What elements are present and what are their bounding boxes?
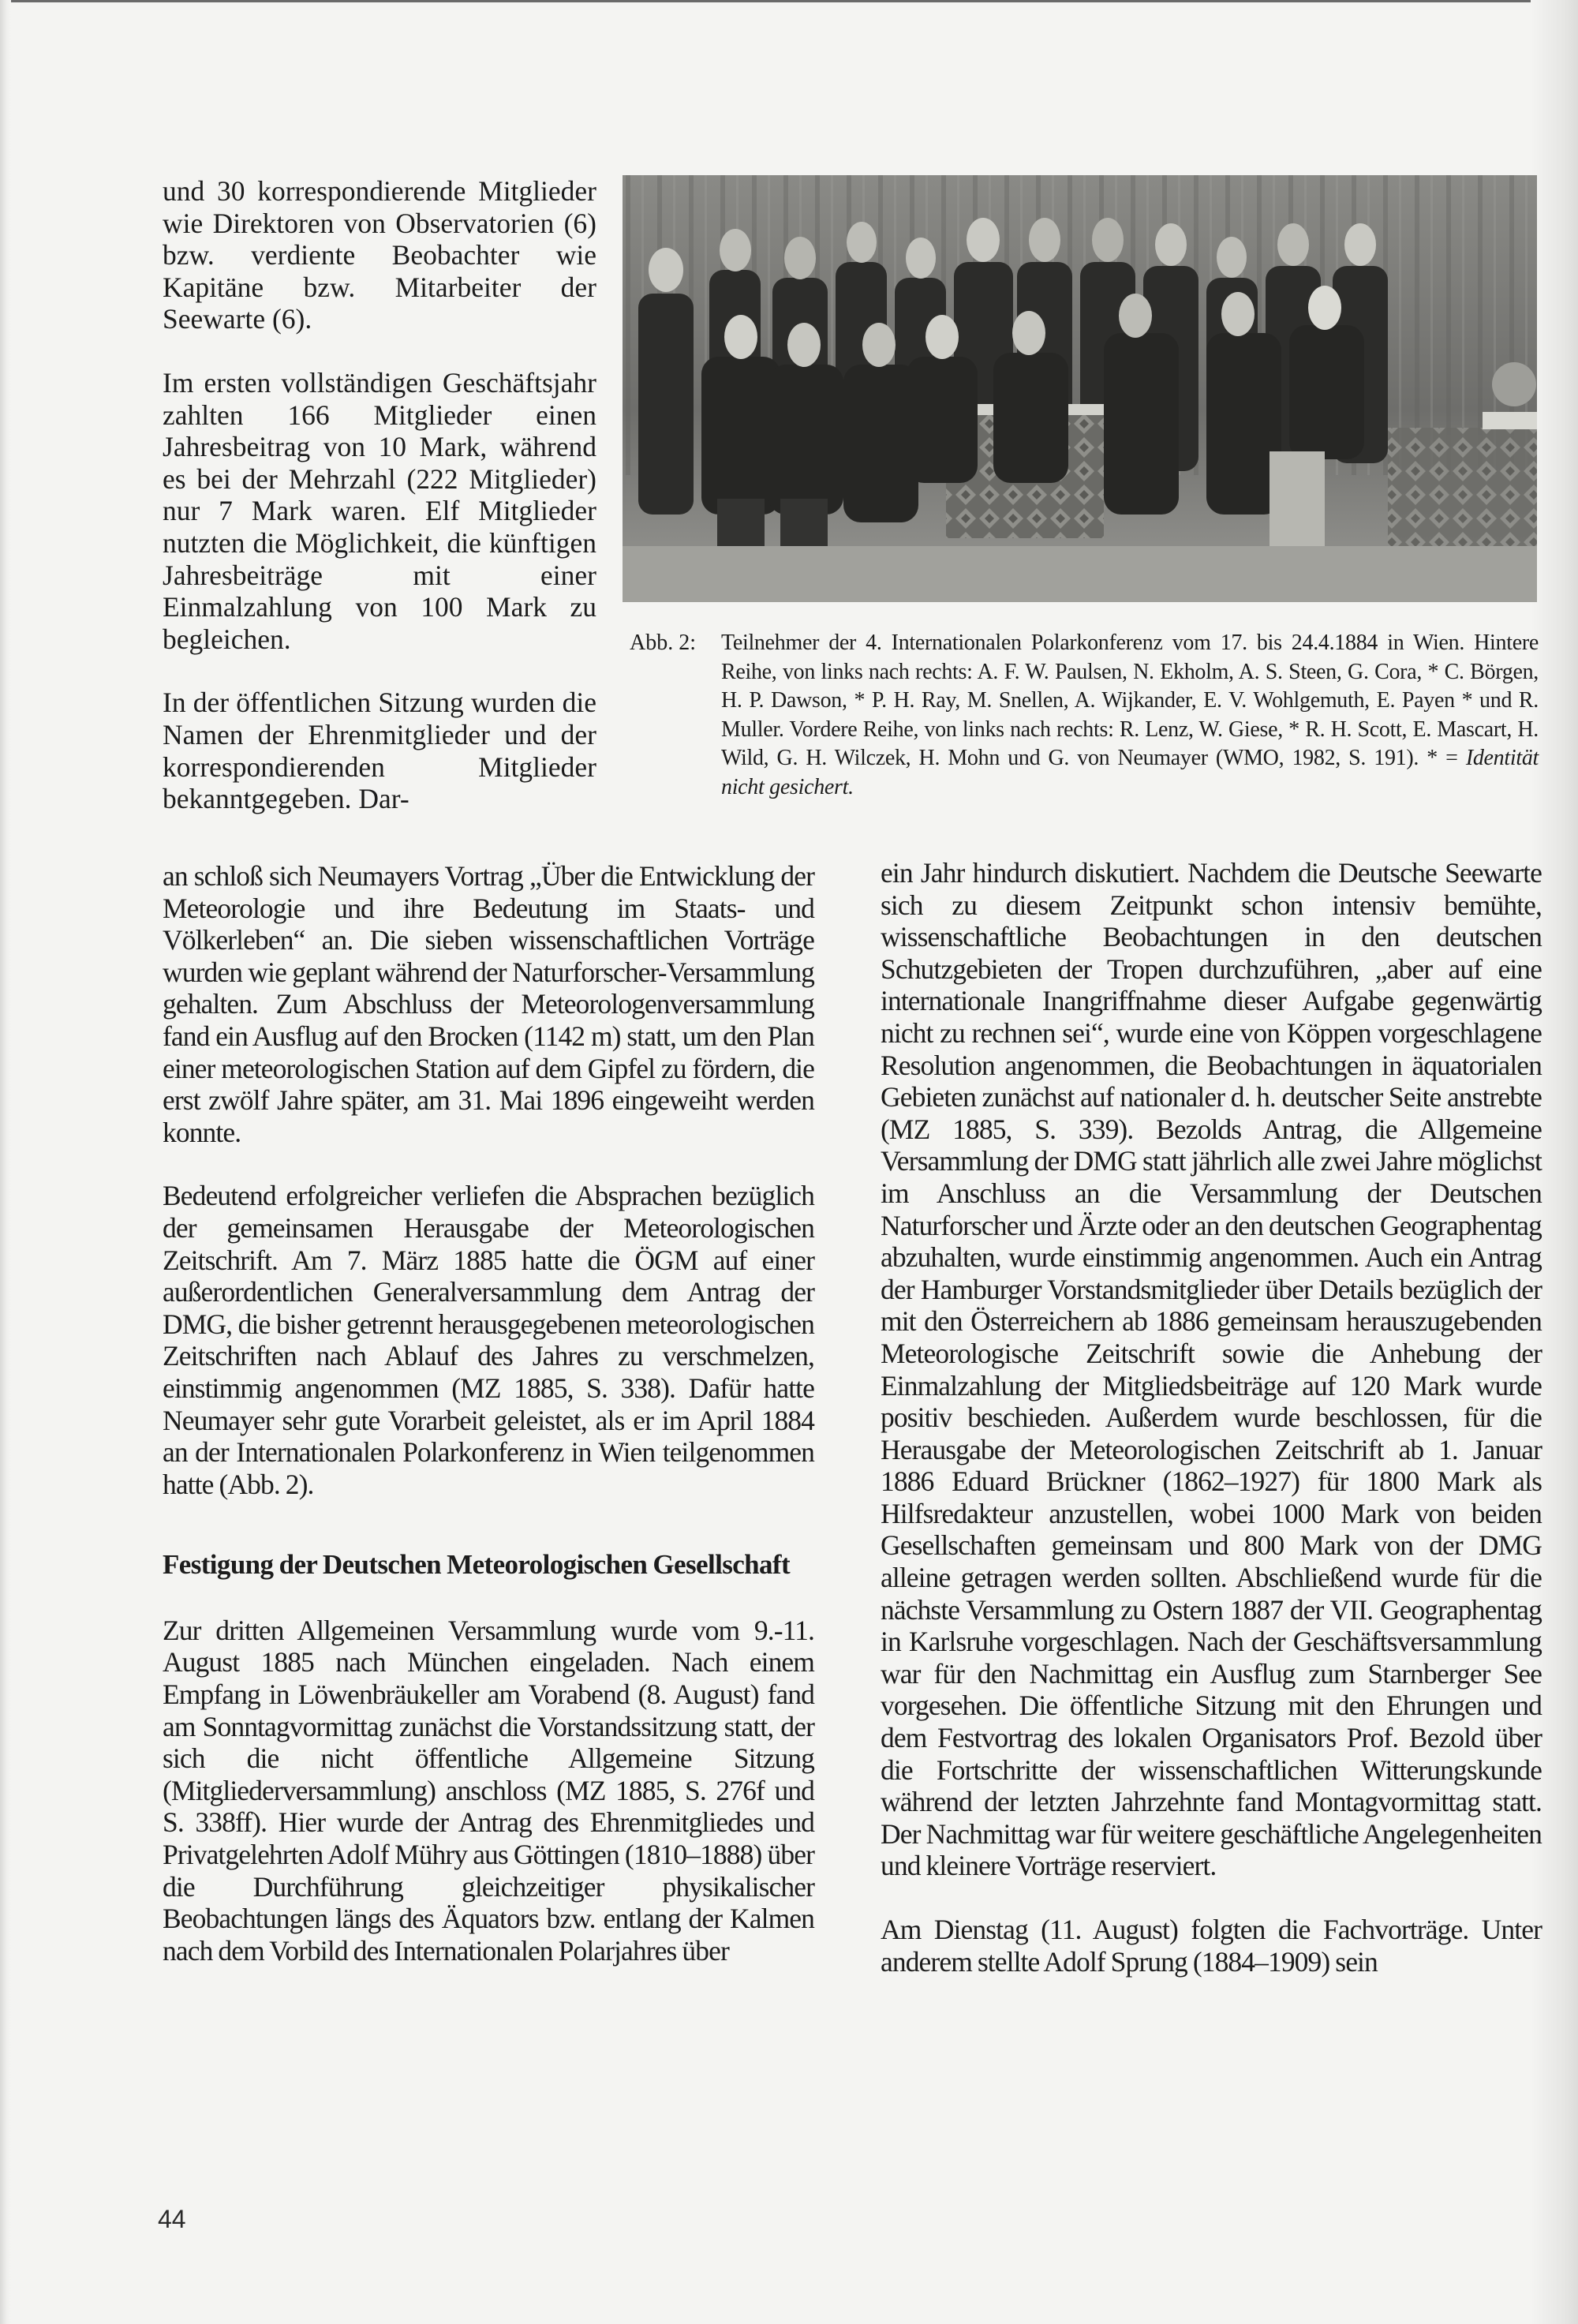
figure-caption-text: [721, 629, 1539, 803]
section-heading: Festigung der Deutschen Meteorologischen Gesellschaft: [163, 1549, 791, 1581]
caption-main-text: Teilnehmer der 4. Internationalen Polarkonferenz vom 17. bis 24.4.1884 in Wien. Hintere Reihe, von links nach rechts: A. F. W. Paulsen, N. Ekholm, A. S. Steen, G. Cora, * C. Börgen, H. P. Dawson, * P. H. Ray, M. Snellen, A. Wijkander, E. V. Wohlgemuth, E. Payen * und R. Muller. Vordere Reihe, von links nach rechts: R. Lenz, W. Giese, * R. H. Scott, E. Mascart, H. Wild, G. H. Wilczek, H. Mohn und G. von Neumayer (WMO, 1982, S. 191). * =: [721, 631, 1539, 771]
figure-label: Abb. 2:: [630, 631, 696, 655]
top-rule: [0, 0, 1578, 2]
paragraph-resolutions: ein Jahr hindurch diskutiert. Nachdem die Deutsche Seewarte sich zu diesem Zeitpunkt schon intensiv bemühte, wissenschaftliche Beobachtungen in den deutschen Schutzgebieten der Tropen durchzuführen, „aber auf eine internationale Inangriffnahme dieser Aufgabe gegenwärtig nicht zu rechnen sei“, wurde eine von Köppen vorgeschlagene Resolution angenommen, die Beobachtungen in äquatorialen Gebieten zunächst auf nationaler d. h. deutscher Seite anstrebte (MZ 1885, S. 339). Bezolds Antrag, die Allgemeine Versammlung der DMG statt jährlich alle zwei Jahre möglichst im Anschluss an die Versammlung der Deutschen Naturforscher und Ärzte oder an den deutschen Geographentag abzuhalten, wurde einstimmig angenommen. Auch ein Antrag der Hamburger Vorstandsmitglieder über Details bezüglich der mit den Österreichern ab 1886 gemeinsam herauszugebenden Meteorologische Zeitschrift sowie die Anhebung der Einmalzahlung der Mitgliedsbeiträge auf 120 Mark wurde positiv beschieden. Außerdem wurde beschlossen, für die Herausgabe der Meteorologischen Zeitschrift ab 1. Januar 1886 Eduard Brückner (1862–1927) für 1800 Mark als Hilfsredakteur anzustellen, wobei 1000 Mark von beiden Gesellschaften gemeinsam und 800 Mark von der DMG alleine getragen werden sollten. Abschließend wurde für die nächste Versammlung zu Ostern 1887 der VII. Geographentag in Karlsruhe vorgeschlagen. Nach der Geschäftsversammlung war für den Nachmittag ein Ausflug zum Starnberger See vorgesehen. Die öffentliche Sitzung mit den Ehrungen und dem Festvortrag des lokalen Organisators Prof. Bezold über die Fortschritte der wissenschaftlichen Witterungskunde während der letzten Jahrzehnte fand Montagvormittag statt. Der Nachmittag war für weitere geschäftliche Angelegenheiten und kleinere Vorträge reserviert.: [881, 857, 1542, 1882]
left-column-top: [163, 175, 596, 815]
paragraph-lectures: Am Dienstag (11. August) folgten die Fachvorträge. Unter anderem stellte Adolf Sprung (1884–1909) sein: [881, 1914, 1542, 1978]
photo-floor: [623, 546, 1537, 602]
paragraph-public-session: In der öffentlichen Sitzung wurden die Namen der Ehrenmitglieder und der korrespondierenden Mitglieder bekanntgegeben. Dar-: [163, 687, 596, 815]
paragraph-fees: Im ersten vollständigen Geschäftsjahr zahlten 166 Mitglieder einen Jahresbeitrag von 10 Mark, während es bei der Mehrzahl (222 Mitglieder) nur 7 Mark waren. Elf Mitglieder nutzten die Möglichkeit, die künftigen Jahresbeiträge mit einer Einmalzahlung von 100 Mark zu begleichen.: [163, 366, 596, 655]
page-edge-left: [0, 0, 11, 2324]
paragraph-third-assembly: Zur dritten Allgemeinen Versammlung wurde vom 9.-11. August 1885 nach München eingeladen. Nach einem Empfang in Löwenbräukeller am Vorabend (8. August) fand am Sonntagvormittag zunächst die Vorstandssitzung statt, der sich die nicht öffentliche Allgemeine Sitzung (Mitgliederversammlung) anschloss (MZ 1885, S. 276f und S. 338ff). Hier wurde der Antrag des Ehrenmitgliedes und Privatgelehrten Adolf Mühry aus Göttingen (1810–1888) über die Durchführung gleichzeitiger physikalischer Beobachtungen längs des Äquators bzw. entlang der Kalmen nach dem Vorbild des Internationalen Polarjahres über: [163, 1614, 814, 1967]
figure-photo-polar-conference: [623, 175, 1537, 602]
right-column: [881, 857, 1542, 1978]
paragraph-journal-agreement: Bedeutend erfolgreicher verliefen die Absprachen bezüglich der gemeinsamen Herausgabe der Meteorologischen Zeitschrift. Am 7. März 1885 hatte die ÖGM auf einer außerordentlichen Generalversammlung dem Antrag der DMG, die bisher getrennt herausgegebenen meteorologischen Zeitschriften nach Ablauf des Jahres zu verschmelzen, einstimmig angenommen (MZ 1885, S. 338). Dafür hatte Neumayer sehr gute Vorarbeit geleistet, als er im April 1884 an der Internationalen Polarkonferenz in Wien teilgenommen hatte (Abb. 2).: [163, 1180, 814, 1500]
left-column-bottom: [163, 860, 814, 1967]
caption-note: Identität nicht gesichert.: [721, 746, 1539, 799]
paragraph-members: und 30 korrespondierende Mitglieder wie Direktoren von Observatorien (6) bzw. verdiente Beobachter wie Kapitäne bzw. Mitarbeiter der Seewarte (6).: [163, 175, 596, 335]
paragraph-neumayer-lecture: an schloß sich Neumayers Vortrag „Über die Entwicklung der Meteorologie und ihre Bedeutung im Staats- und Völkerleben“ an. Die sieben wissenschaftlichen Vorträge wurden wie geplant während der Naturforscher-Versammlung gehalten. Zum Abschluss der Meteorologenversammlung fand ein Ausflug auf den Brocken (1142 m) statt, um den Plan einer meteorologischen Station auf dem Gipfel zu fördern, die erst zwölf Jahre später, am 31. Mai 1896 eingeweiht werden konnte.: [163, 860, 814, 1148]
group-photo-illustration: [623, 175, 1537, 602]
page-number: 44: [158, 2205, 186, 2233]
